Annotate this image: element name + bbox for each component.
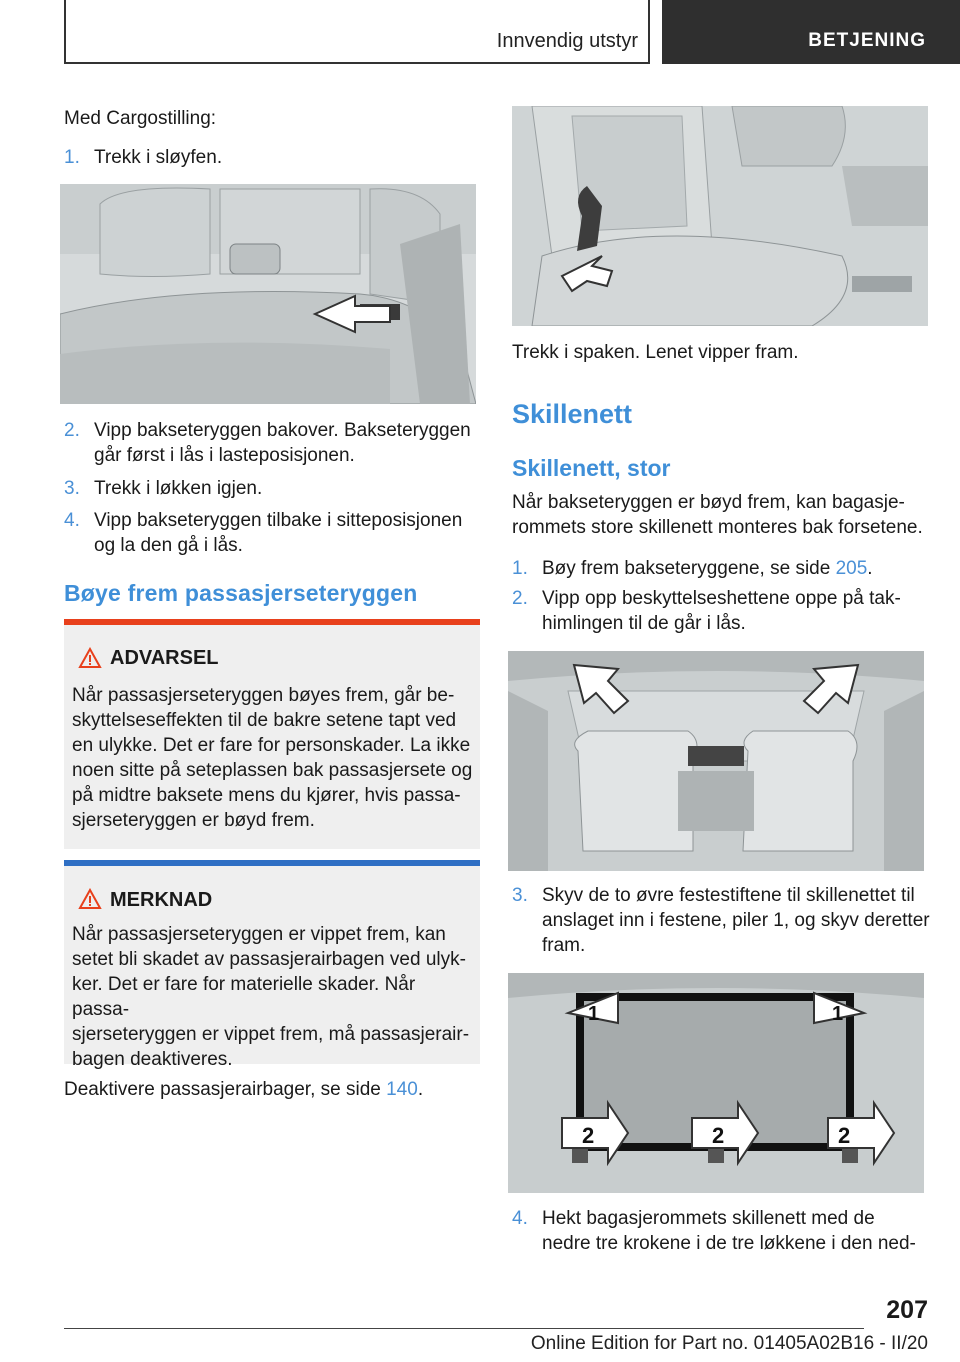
- warning-line: sjerseteryggen er bøyd frem.: [72, 810, 315, 831]
- warning-line: Når passasjerseteryggen bøyes frem, går be-: [72, 685, 455, 706]
- header-section-title: Innvendig utstyr: [496, 30, 638, 52]
- note-bar: [64, 860, 480, 866]
- step-line: går først i lås i lasteposisjonen.: [94, 445, 355, 466]
- warning-triangle-icon: [78, 647, 102, 669]
- step-number: 1.: [64, 147, 80, 168]
- note-line: setet bli skadet av passasjerairbagen ved ulyk-: [72, 949, 466, 970]
- warning-title: ADVARSEL: [110, 647, 219, 669]
- note-line: ker. Det er fare for materielle skader. Når passa-: [72, 974, 416, 1020]
- deactivate-label: Deaktivere passasjerairbager, se side: [64, 1079, 387, 1100]
- step-text: [94, 508, 462, 558]
- roof-caps-image: [508, 651, 924, 871]
- step-label: Bøy frem bakseteryggene, se side: [542, 558, 836, 579]
- step-text: [542, 1206, 916, 1256]
- deactivate-text: [64, 1077, 423, 1102]
- note-triangle-icon: [78, 888, 102, 910]
- step-line: nedre tre krokene i de tre løkkene i den ned-: [542, 1233, 916, 1254]
- page-link-205[interactable]: 205: [835, 558, 868, 579]
- step-number: 1.: [512, 558, 528, 579]
- step-text: [542, 883, 930, 958]
- header-chapter-label: BETJENING: [808, 30, 926, 51]
- warning-line: noen sitte på seteplassen bak passasjersete og: [72, 760, 473, 781]
- step-text: Trekk i løkken igjen.: [94, 478, 263, 499]
- note-line: bagen deaktiveres.: [72, 1049, 233, 1070]
- arrow-label-upper-left: 1: [588, 1003, 600, 1025]
- note-line: sjerseteryggen er vippet frem, må passasjerair-: [72, 1024, 470, 1045]
- footer-divider: [64, 1328, 864, 1329]
- footer-edition: Online Edition for Part no. 01405A02B16 - II/20: [530, 1333, 928, 1354]
- step-number: 4.: [512, 1208, 528, 1229]
- step-line: og la den gå i lås.: [94, 535, 243, 556]
- warning-box: [64, 619, 480, 849]
- step-number: 4.: [64, 510, 80, 531]
- paragraph-line: rommets store skillenett monteres bak forsetene.: [512, 517, 923, 538]
- arrow-label-lower-middle: 2: [712, 1123, 725, 1148]
- step-number: 3.: [64, 478, 80, 499]
- paragraph-line: Når bakseteryggen er bøyd frem, kan bagasje-: [512, 492, 905, 513]
- warning-line: på midtre baksete mens du kjører, hvis passa-: [72, 785, 461, 806]
- step-line: Vipp bakseteryggen bakover. Bakseteryggen: [94, 420, 471, 441]
- seat-lever-image: [512, 106, 928, 326]
- step-4-left: [64, 508, 480, 558]
- subheading-skillenett-stor: Skillenett, stor: [512, 455, 671, 481]
- step-4-right: [512, 1206, 932, 1256]
- warning-line: en ulykke. Det er fare for personskader. La ikke: [72, 735, 471, 756]
- net-install-image: [508, 973, 924, 1193]
- step-2-left: [64, 418, 480, 468]
- step-line: Skyv de to øvre festestiftene til skillenettet til: [542, 885, 915, 906]
- step-text: [542, 586, 901, 636]
- step-3-right: [512, 883, 932, 959]
- warning-bar: [64, 619, 480, 625]
- note-title: MERKNAD: [110, 889, 213, 911]
- step-number: 3.: [512, 885, 528, 906]
- step-line: fram.: [542, 935, 586, 956]
- step-number: 2.: [64, 420, 80, 441]
- step-number: 2.: [512, 588, 528, 609]
- step-text: [542, 556, 873, 581]
- arrow-label-upper-right: 1: [832, 1003, 844, 1025]
- step-text: [94, 418, 471, 468]
- step-line: Hekt bagasjerommets skillenett med de: [542, 1208, 875, 1229]
- rear-seat-loop-image: [60, 184, 476, 404]
- step-line: himlingen til de går i lås.: [542, 613, 746, 634]
- page-link-140[interactable]: 140: [386, 1079, 418, 1100]
- step-line: Vipp opp beskyttelseshettene oppe på tak-: [542, 588, 901, 609]
- note-box: [64, 860, 480, 1070]
- step-end: .: [867, 558, 873, 579]
- warning-line: skyttelseseffekten til de bakre setene tapt ved: [72, 710, 457, 731]
- step-text: Trekk i sløyfen.: [94, 147, 223, 168]
- header-chapter-tab: [662, 0, 960, 64]
- intro-text: Med Cargostilling:: [64, 108, 217, 129]
- warning-body: [72, 683, 474, 833]
- arrow-label-lower-right: 2: [838, 1123, 851, 1148]
- step-line: anslaget inn i festene, piler 1, og skyv deretter: [542, 910, 930, 931]
- arrow-label-lower-left: 2: [582, 1123, 595, 1148]
- heading-skillenett: Skillenett: [512, 399, 633, 429]
- page-number: 207: [886, 1296, 928, 1324]
- intro-paragraph: [512, 490, 932, 540]
- step-2-right: [512, 586, 932, 636]
- note-body: [72, 922, 474, 1072]
- section-heading: Bøye frem passasjerseteryggen: [64, 580, 418, 606]
- deactivate-end: .: [417, 1079, 424, 1100]
- note-line: Når passasjerseteryggen er vippet frem, kan: [72, 924, 446, 945]
- image-caption: Trekk i spaken. Lenet vipper fram.: [512, 342, 799, 363]
- step-line: Vipp bakseteryggen tilbake i sitteposisjonen: [94, 510, 463, 531]
